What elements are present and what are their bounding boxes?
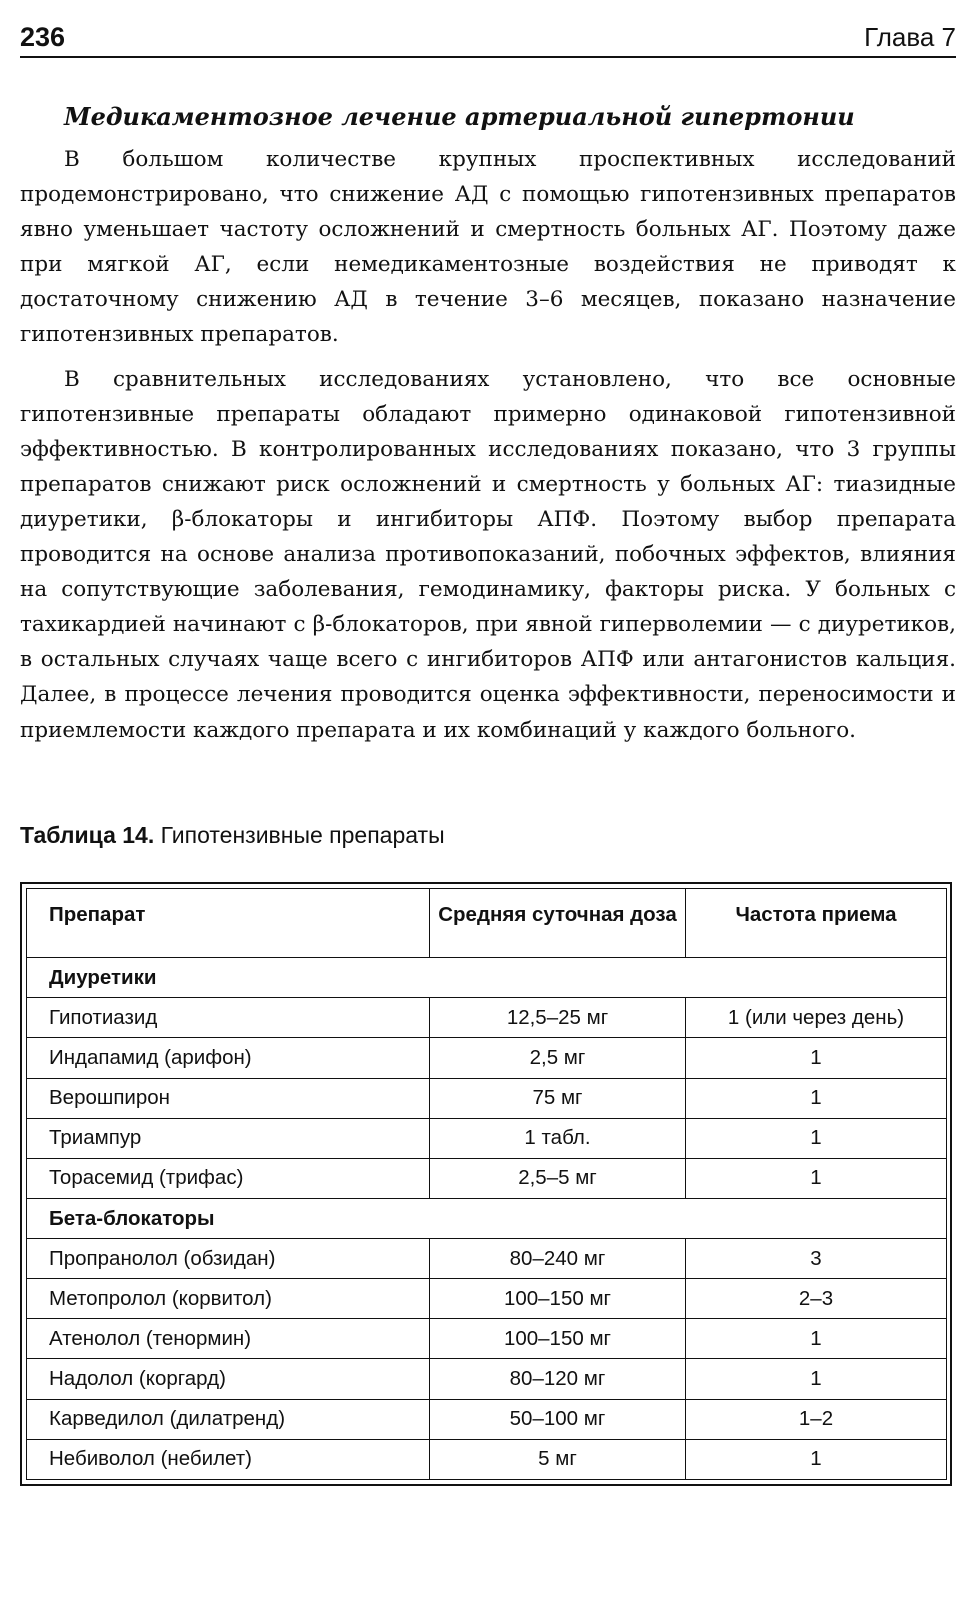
group-row-diuretics [27,958,947,998]
paragraph: В сравнительных исследованиях установлено, что все основные гипотензивные препараты обладают примерно одинаковой гипотензивной эффективностью. В контролированных исследованиях показано, что 3 группы препаратов снижают риск осложнений и смертность у больных АГ: тиазидные диуретики, β-блокаторы и ингибиторы АПФ. Поэтому выбор препарата проводится на основе анализа противопоказаний, побочных эффектов, влияния на сопутствующие заболевания, гемодинамику, факторы риска. У больных с тахикардией начинают с β-блокаторов, при явной гиперволемии — с диуретиков, в остальных случаях чаще всего с ингибиторов АПФ или антагонистов кальция. Далее, в процессе лечения проводится оценка эффективности, переносимости и приемлемости каждого препарата и их комбинаций у каждого больного. [20,366,956,743]
drug-name: Пропранолол (обзидан) [27,1239,430,1279]
group-label: Диуретики [27,958,947,998]
drug-name: Индапамид (арифон) [27,1038,430,1078]
drug-name: Гипотиазид [27,998,430,1038]
drug-name: Атенолол (тенормин) [27,1319,430,1359]
drug-dose: 100–150 мг [430,1319,686,1359]
group-row-beta-blockers [27,1198,947,1238]
drug-frequency: 1 [686,1078,947,1118]
drug-frequency: 1 [686,1359,947,1399]
drug-frequency: 1 [686,1319,947,1359]
drug-frequency: 1 [686,1439,947,1479]
drug-frequency: 1 [686,1118,947,1158]
column-header-frequency: Частота приема [686,889,947,958]
drug-frequency: 1–2 [686,1399,947,1439]
drug-dose: 80–240 мг [430,1239,686,1279]
drug-dose: 50–100 мг [430,1399,686,1439]
page-header [20,14,956,58]
table-row [27,998,947,1038]
group-label: Бета-блокаторы [27,1198,947,1238]
drug-name: Метопролол (корвитол) [27,1279,430,1319]
column-header-dose: Средняя суточная доза [430,889,686,958]
drug-name: Верошпирон [27,1078,430,1118]
table-caption-label: Таблица 14. [20,822,155,848]
table-row [27,1038,947,1078]
drug-dose: 5 мг [430,1439,686,1479]
drug-name: Надолол (коргард) [27,1359,430,1399]
drug-frequency: 1 (или через день) [686,998,947,1038]
table-row [27,1118,947,1158]
table-row [27,1319,947,1359]
table-header-row [27,889,947,958]
page-number: 236 [20,22,66,52]
table-row [27,1439,947,1479]
drug-dose: 100–150 мг [430,1279,686,1319]
drug-dose: 2,5 мг [430,1038,686,1078]
drug-dose: 2,5–5 мг [430,1158,686,1198]
table-row [27,1239,947,1279]
drug-frequency: 2–3 [686,1279,947,1319]
column-header-drug: Препарат [27,889,430,958]
drug-frequency: 1 [686,1038,947,1078]
drug-name: Торасемид (трифас) [27,1158,430,1198]
drugs-table [26,888,947,1480]
drug-dose: 12,5–25 мг [430,998,686,1038]
body-text [20,142,956,748]
table-row [27,1078,947,1118]
table-row [27,1279,947,1319]
drug-dose: 1 табл. [430,1118,686,1158]
drug-dose: 75 мг [430,1078,686,1118]
table-caption-text: Гипотензивные препараты [154,822,445,848]
drug-frequency: 1 [686,1158,947,1198]
chapter-title: Глава 7 [864,22,956,52]
drug-frequency: 3 [686,1239,947,1279]
drug-dose: 80–120 мг [430,1359,686,1399]
table-row [27,1399,947,1439]
table-row [27,1359,947,1399]
drug-name: Карведилол (дилатренд) [27,1399,430,1439]
drug-name: Небиволол (небилет) [27,1439,430,1479]
paragraph: В большом количестве крупных проспективных исследований продемонстрировано, что снижение АД с помощью гипотензивных препаратов явно уменьшает частоту осложнений и смертность больных АГ. Поэтому даже при мягкой АГ, если немедикаментозные воздействия не приводят к достаточному снижению АД в течение 3–6 месяцев, показано назначение гипотензивных препаратов. [20,147,956,348]
table-row [27,1158,947,1198]
table-frame [20,882,952,1486]
drug-name: Триампур [27,1118,430,1158]
table-caption [20,822,445,849]
section-title: Медикаментозное лечение артериальной гипертонии [64,102,855,131]
